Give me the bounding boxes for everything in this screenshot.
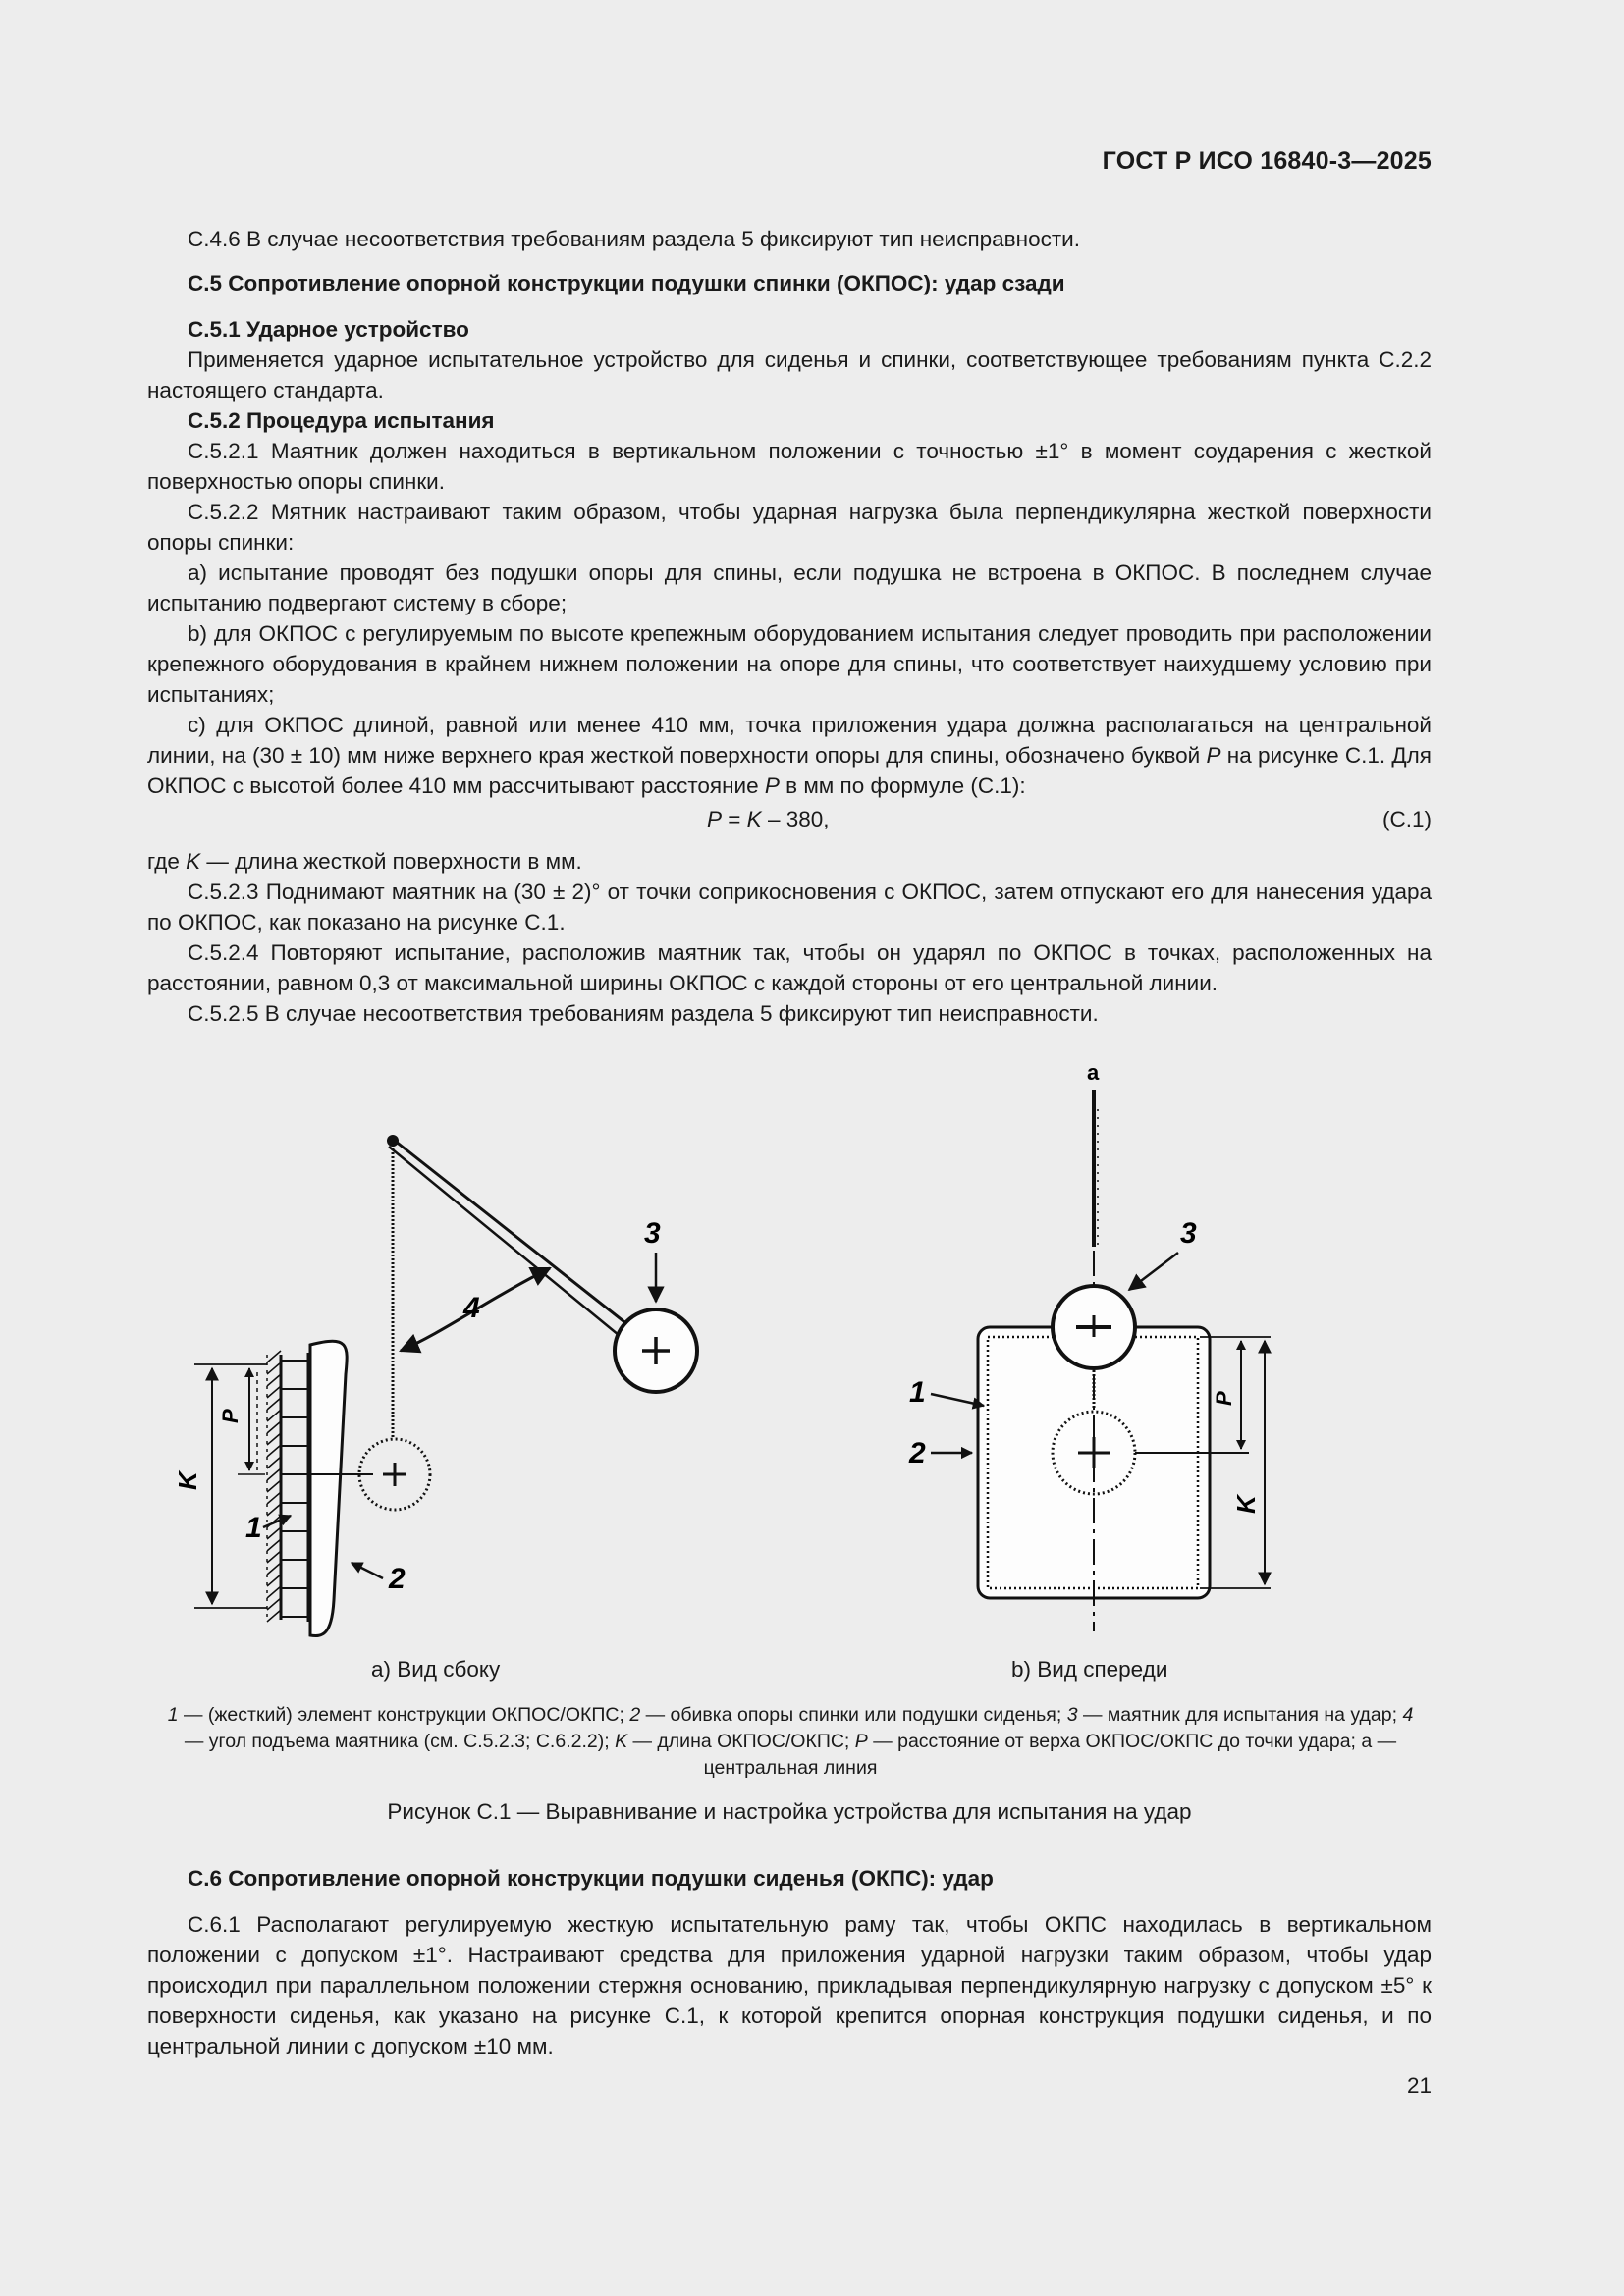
upholstery-side (310, 1341, 347, 1635)
paragraph-c46: С.4.6 В случае несоответствия требованиям раздела 5 фиксируют тип неисправности. (188, 227, 1080, 251)
label-a-front: a (1087, 1060, 1100, 1085)
heading-c6: С.6 Сопротивление опорной конструкции подушки сиденья (ОКПС): удар (188, 1866, 994, 1891)
paragraph-item-b: b) для ОКПОС с регулируемым по высоте крепежным оборудованием испытания следует проводить при расположении крепежного оборудования в крайнем нижнем положении на опоре для спины, что соответствует наихудшему условию при испытаниях; (147, 621, 1432, 707)
formula-expression: P = K – 380, (707, 807, 830, 831)
paragraph-where: где K — длина жесткой поверхности в мм. (147, 849, 582, 874)
heading-c51: С.5.1 Ударное устройство (188, 317, 469, 342)
paragraph-item-c: c) для ОКПОС длиной, равной или менее 410 мм, точка приложения удара должна располагаться на центральной линии, на (30 ± 10) мм ниже верхнего края жесткой поверхности опоры для спины, обозначено буквой P на рисунке С.1. Для ОКПОС с высотой более 410 мм рассчитывают расстояние P в мм по формуле (С.1): (147, 713, 1432, 798)
heading-c52: С.5.2 Процедура испытания (188, 408, 495, 433)
caption-side-view: a) Вид сбоку (371, 1657, 501, 1682)
label-2-front: 2 (909, 1437, 926, 1469)
figure-legend: 1 — (жесткий) элемент конструкции ОКПОС/ОКПС; 2 — обивка опоры спинки или подушки сиденья; 3 — маятник для испытания на удар; 4 — угол подъема маятника (см. С.5.2.3; С.6.2.2); K — длина ОКПОС/ОКПС; P — расстояние от верха ОКПОС/ОКПС до точки удара; a — центральная линия (167, 1704, 1414, 1779)
figure-c1-drawing (147, 1050, 1432, 1659)
label-1-front: 1 (909, 1376, 926, 1409)
dimension-k-side (194, 1364, 267, 1608)
figure-title: Рисунок С.1 — Выравнивание и настройка устройства для испытания на удар (387, 1799, 1192, 1824)
document-header: ГОСТ Р ИСО 16840-3—2025 (1102, 147, 1432, 175)
paragraph-c524: С.5.2.4 Повторяют испытание, расположив маятник так, чтобы он ударял по ОКПОС в точках, расположенных на расстоянии, равном 0,3 от максимальной ширины ОКПОС с каждой стороны от его центральной линии. (147, 940, 1432, 995)
section-c6 (147, 1863, 1432, 2061)
label-2-side: 2 (389, 1563, 406, 1595)
paragraph-c61: С.6.1 Располагают регулируемую жесткую испытательную раму так, чтобы ОКПС находилась в вертикальном положении с допуском ±1°. Настраивают средства для приложения ударной нагрузки таким образом, чтобы удар происходил при параллельном положении стержня основанию, прикладывая перпендикулярную нагрузку с допуском ±5° к поверхности сиденья, как указано на рисунке С.1, к которой крепится опорная конструкция подушки сиденья, и по центральной линии с допуском ±10 мм. (147, 1912, 1432, 2058)
side-view (173, 1135, 697, 1636)
formula-c1 (147, 804, 1432, 838)
label-k-front: K (1231, 1495, 1261, 1514)
label-1-side: 1 (245, 1512, 262, 1544)
label-k-side: K (173, 1471, 202, 1490)
heading-c5: С.5 Сопротивление опорной конструкции подушки спинки (ОКПОС): удар сзади (188, 271, 1065, 295)
page-number: 21 (1406, 2073, 1432, 2098)
caption-front-view: b) Вид спереди (1011, 1657, 1168, 1682)
paragraph-c522: С.5.2.2 Мятник настраивают таким образом, чтобы ударная нагрузка была перпендикулярна жесткой поверхности опоры спинки: (147, 500, 1432, 555)
formula-number: (С.1) (1382, 807, 1432, 831)
paragraph-c521: С.5.2.1 Маятник должен находиться в вертикальном положении с точностью ±1° в момент соударения с жесткой поверхностью опоры спинки. (147, 439, 1432, 494)
front-view (908, 1060, 1271, 1631)
section-c5 (147, 224, 1432, 1029)
label-4-side: 4 (463, 1292, 480, 1324)
label-p-side: P (218, 1409, 243, 1423)
figure-c1 (147, 1050, 1432, 1659)
label-p-front: P (1212, 1391, 1236, 1406)
paragraph-c525: С.5.2.5 В случае несоответствия требованиям раздела 5 фиксируют тип неисправности. (188, 1001, 1099, 1026)
label-3-side: 3 (644, 1217, 661, 1250)
paragraph-c51: Применяется ударное испытательное устройство для сиденья и спинки, соответствующее требованиям пункта С.2.2 настоящего стандарта. (147, 347, 1432, 402)
rigid-element-side (267, 1351, 308, 1622)
label-3-front: 3 (1180, 1217, 1197, 1250)
paragraph-item-a: a) испытание проводят без подушки опоры для спины, если подушка не встроена в ОКПОС. В последнем случае испытанию подвергают систему в сборе; (147, 561, 1432, 615)
paragraph-c523: С.5.2.3 Поднимают маятник на (30 ± 2)° от точки соприкосновения с ОКПОС, затем отпускают его для нанесения удара по ОКПОС, как показано на рисунке С.1. (147, 880, 1432, 934)
